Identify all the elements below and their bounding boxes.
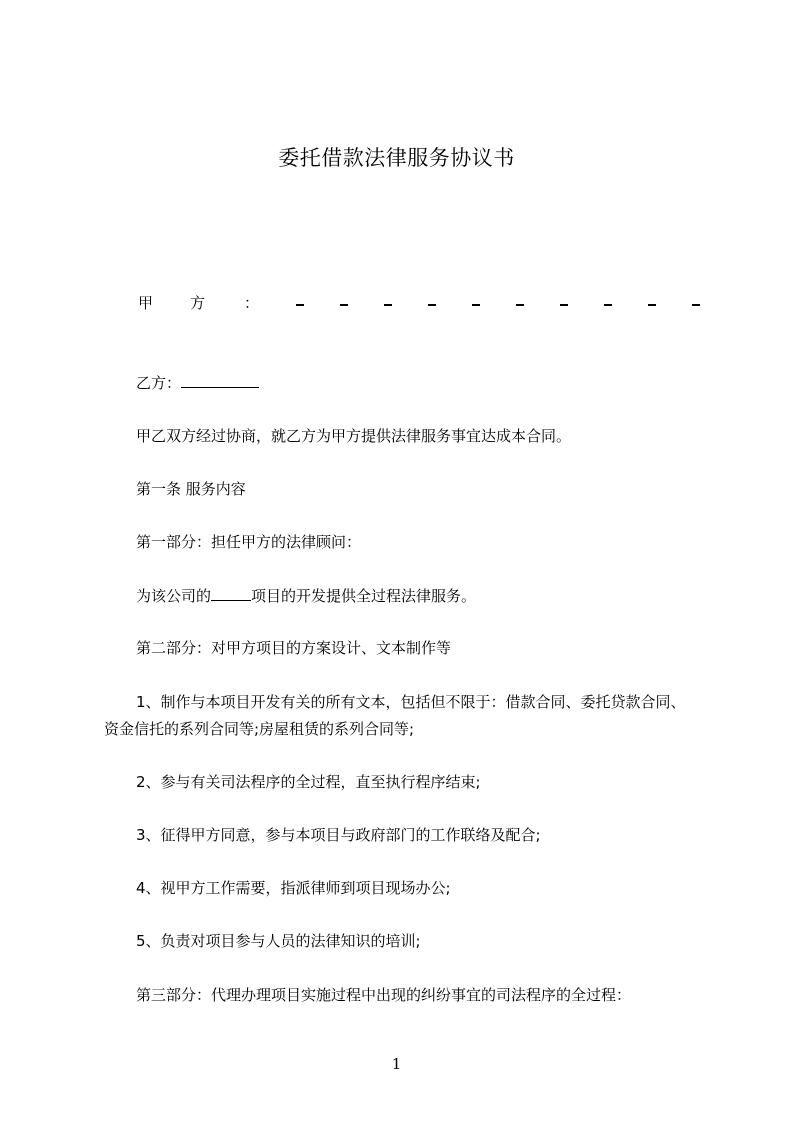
party-a-blank <box>296 304 708 306</box>
item1-line1: 1、制作与本项目开发有关的所有文本，包括但不限于：借款合同、委托贷款合同、 <box>136 693 686 711</box>
item3: 3、征得甲方同意，参与本项目与政府部门的工作联络及配合; <box>136 826 541 844</box>
item5: 5、负责对项目参与人员的法律知识的培训; <box>136 932 421 950</box>
page-number: 1 <box>391 1055 402 1073</box>
article1-heading: 第一条 服务内容 <box>136 480 246 498</box>
item4: 4、视甲方工作需要，指派律师到项目现场办公; <box>136 879 451 897</box>
part1-text <box>136 585 476 606</box>
party-b-line <box>136 372 259 393</box>
party-b-label: 乙方： <box>136 374 182 392</box>
part1-text-before: 为该公司的 <box>136 587 212 605</box>
party-a-line <box>138 292 708 314</box>
document-title: 委托借款法律服务协议书 <box>278 146 515 170</box>
part3-heading: 第三部分：代理办理项目实施过程中出现的纠纷事宜的司法程序的全过程： <box>136 986 632 1004</box>
party-b-blank <box>181 372 259 388</box>
part1-text-after: 项目的开发提供全过程法律服务。 <box>251 587 477 605</box>
party-a-label-char2: 方 <box>190 294 206 312</box>
item2: 2、参与有关司法程序的全过程，直至执行程序结束; <box>136 773 481 791</box>
part1-heading: 第一部分：担任甲方的法律顾问： <box>136 533 362 551</box>
party-a-label-char1: 甲 <box>138 294 154 312</box>
intro-paragraph: 甲乙双方经过协商，就乙方为甲方提供法律服务事宜达成本合同。 <box>136 427 572 445</box>
item1-line2: 资金信托的系列合同等;房屋租赁的系列合同等; <box>104 720 415 738</box>
part2-heading: 第二部分：对甲方项目的方案设计、文本制作等 <box>136 639 452 657</box>
project-name-blank <box>211 585 251 601</box>
party-a-colon: ： <box>244 294 260 312</box>
